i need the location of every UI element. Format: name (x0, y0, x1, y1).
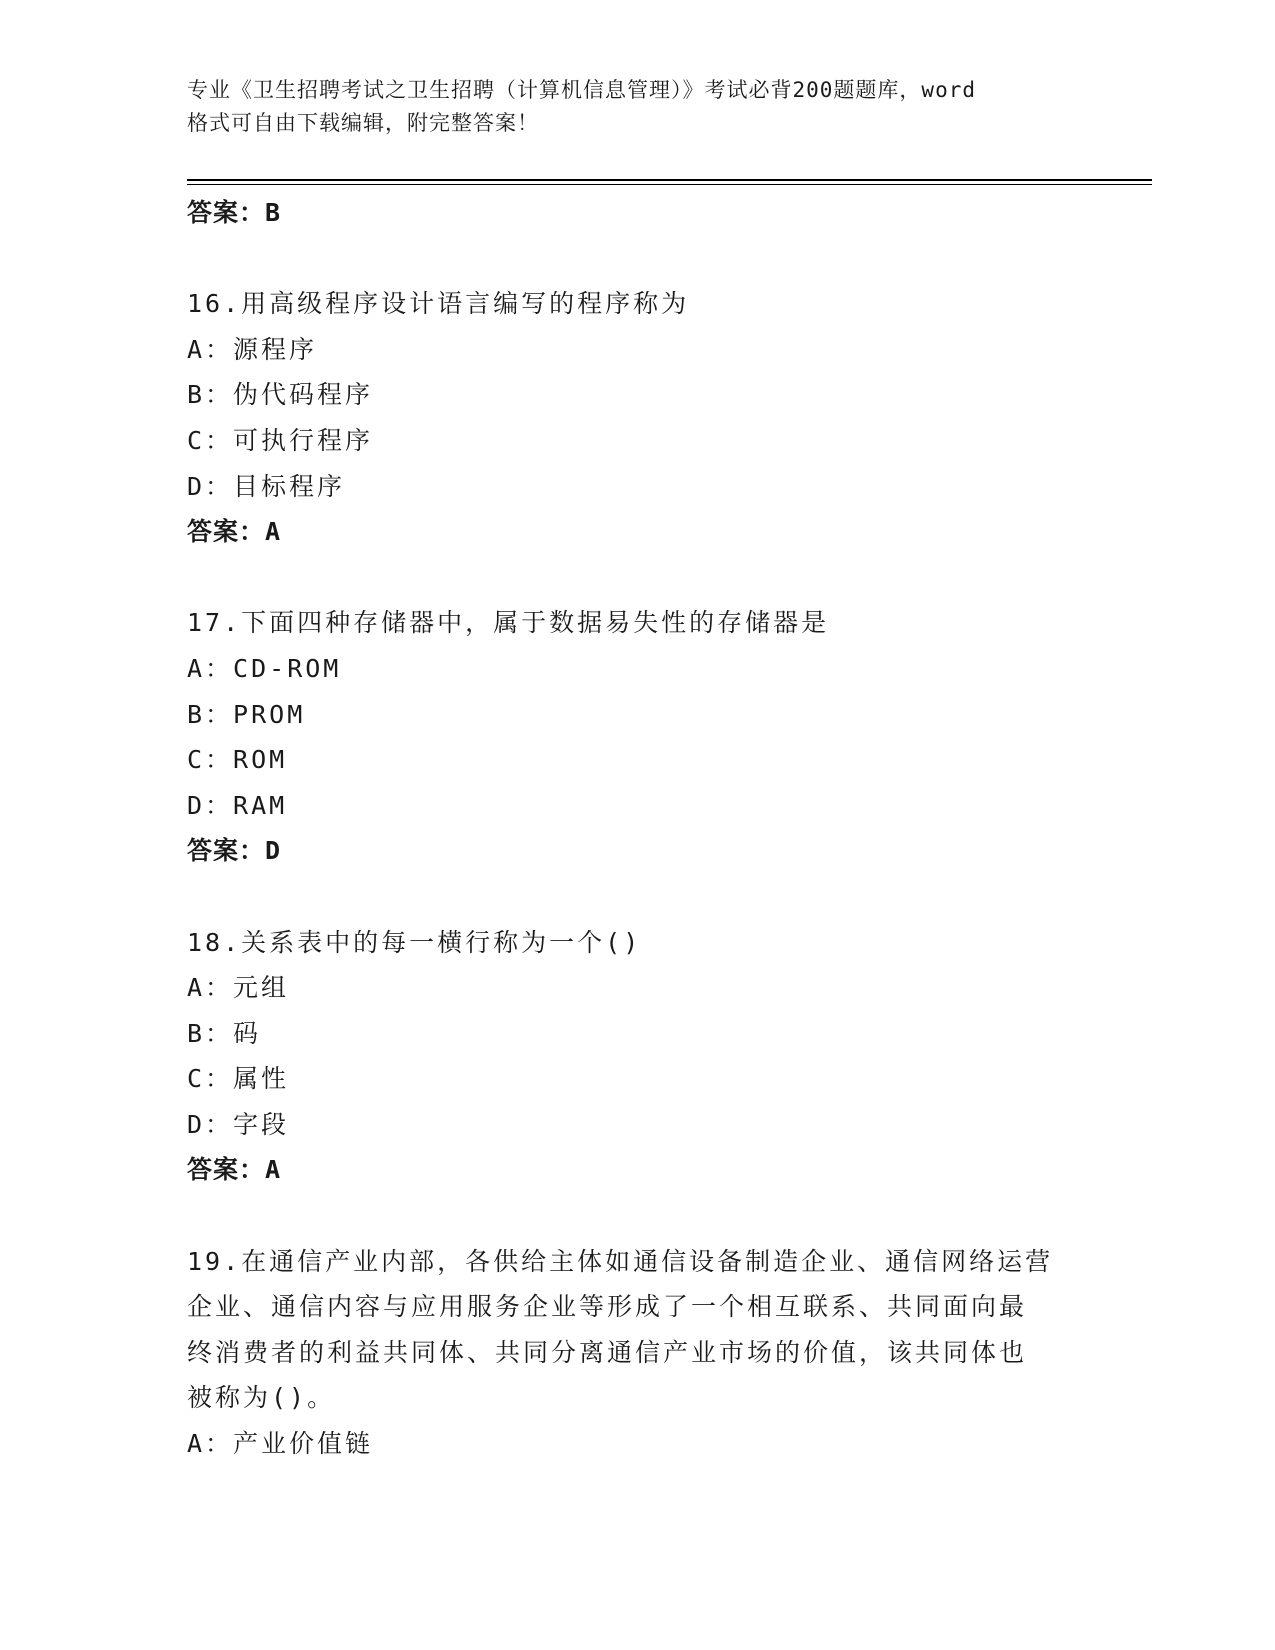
answer-label: 答案： (187, 517, 266, 547)
spacer (187, 236, 1087, 282)
question-stem-line-4: 被称为()。 (187, 1383, 336, 1413)
header-line-2: 格式可自由下载编辑，附完整答案！ (187, 111, 539, 135)
option-a: A：元组 (187, 973, 290, 1003)
header-divider-thick (187, 179, 1152, 181)
spacer (187, 1193, 1087, 1239)
option-a: A：产业价值链 (187, 1429, 374, 1459)
option-a: A：源程序 (187, 334, 318, 364)
answer-label: 答案： (187, 198, 266, 227)
answer-value: D (265, 836, 282, 866)
option-b: B：伪代码程序 (187, 380, 374, 410)
question-stem: 17.下面四种存储器中，属于数据易失性的存储器是 (187, 608, 830, 638)
option-c: C：属性 (187, 1064, 290, 1094)
spacer (187, 874, 1087, 920)
answer-line (187, 509, 1087, 555)
document-header (187, 74, 1087, 140)
option-b: B：码 (187, 1018, 262, 1048)
question-16 (187, 281, 1087, 555)
option-d: D：字段 (187, 1109, 290, 1139)
answer-label: 答案： (187, 1155, 266, 1185)
question-list (187, 190, 1087, 1467)
option-c: C：可执行程序 (187, 425, 374, 455)
option-a: A：CD-ROM (187, 653, 342, 683)
answer-line (187, 190, 1087, 236)
answer-value: B (265, 198, 282, 227)
option-b: B：PROM (187, 699, 306, 729)
question-stem-line-2: 企业、通信内容与应用服务企业等形成了一个相互联系、共同面向最 (187, 1292, 1028, 1322)
option-d: D：RAM (187, 790, 288, 820)
question-stem: 18.关系表中的每一横行称为一个() (187, 927, 642, 957)
answer-value: A (265, 517, 282, 547)
question-stem-line-1: 19.在通信产业内部，各供给主体如通信设备制造企业、通信网络运营 (187, 1246, 1054, 1276)
question-19 (187, 1239, 1087, 1467)
option-d: D：目标程序 (187, 471, 346, 501)
answer-line (187, 828, 1087, 874)
question-stem: 16.用高级程序设计语言编写的程序称为 (187, 289, 690, 319)
answer-value: A (265, 1155, 282, 1185)
option-c: C：ROM (187, 745, 288, 775)
header-divider-thin (187, 184, 1152, 185)
spacer (187, 555, 1087, 601)
answer-label: 答案： (187, 836, 266, 866)
question-17 (187, 600, 1087, 874)
answer-line (187, 1147, 1087, 1193)
question-stem-line-3: 终消费者的利益共同体、共同分离通信产业市场的价值，该共同体也 (187, 1337, 1028, 1367)
header-line-1: 专业《卫生招聘考试之卫生招聘（计算机信息管理）》考试必背200题题库，word (187, 78, 976, 102)
question-18 (187, 920, 1087, 1194)
